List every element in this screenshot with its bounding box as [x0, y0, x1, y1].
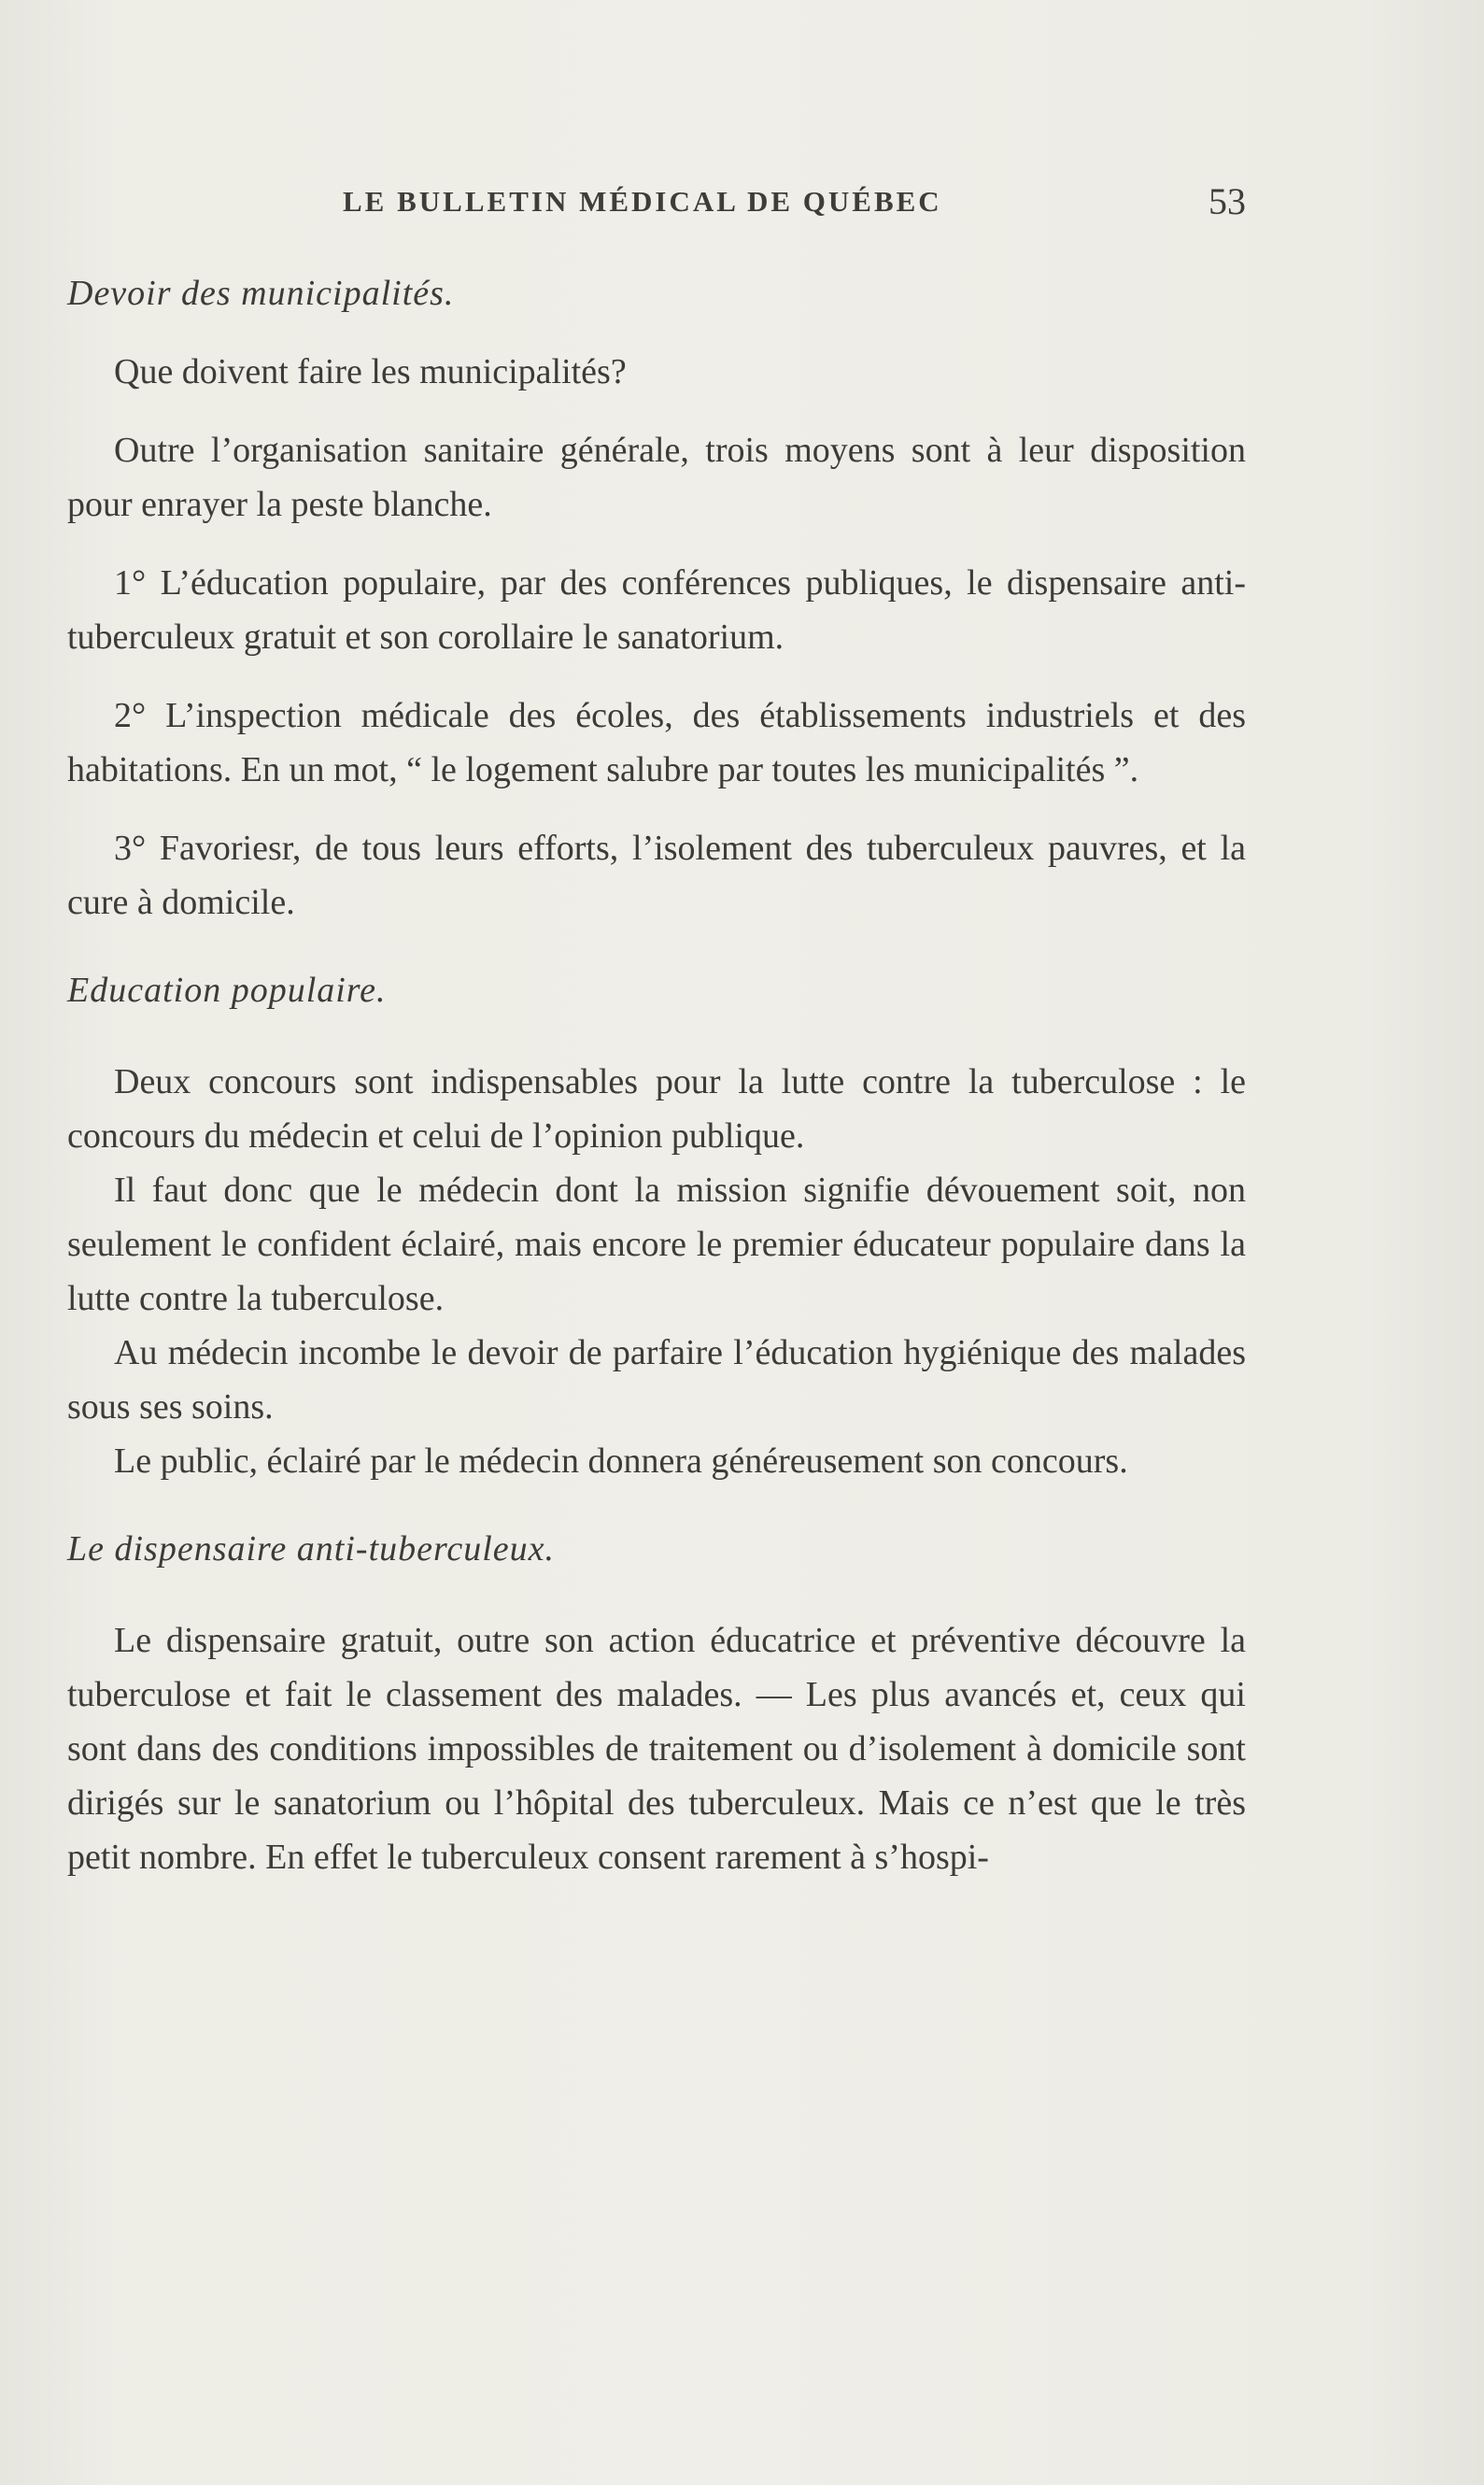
paragraph: 2° L’inspection médicale des écoles, des établissements industriels et des habitations. En un mot, “ le logement salubre par toutes les municipalités ”.	[67, 696, 1246, 789]
running-head	[67, 179, 1246, 235]
paragraph: Deux concours sont indispensables pour la lutte contre la tuberculose : le concours du médecin et celui de l’opinion publique.	[67, 1062, 1246, 1156]
paragraph: Outre l’organisation sanitaire générale, trois moyens sont à leur disposition pour enrayer la peste blanche.	[67, 431, 1246, 524]
paragraph: Au médecin incombe le devoir de parfaire l’éducation hygiénique des malades sous ses soins.	[67, 1333, 1246, 1427]
body-text	[67, 266, 1246, 1884]
section-heading-municipalities: Devoir des municipalités.	[67, 274, 455, 313]
page-number: 53	[1208, 180, 1246, 222]
paragraph: Le public, éclairé par le médecin donnera généreusement son concours.	[114, 1441, 1128, 1481]
paragraph: 1° L’éducation populaire, par des conférences publiques, le dispensaire anti-tuberculeux gratuit et son corollaire le sanatorium.	[67, 563, 1246, 657]
paragraph: Que doivent faire les municipalités?	[114, 352, 627, 391]
paragraph: Il faut donc que le médecin dont la mission signifie dévouement soit, non seulement le confident éclairé, mais encore le premier éducateur populaire dans la lutte contre la tuberculose.	[67, 1171, 1246, 1318]
paragraph: Le dispensaire gratuit, outre son action éducatrice et préventive découvre la tuberculose et fait le classement des malades. — Les plus avancés et, ceux qui sont dans des conditions impossibles de traitement ou d’isolement à domicile sont dirigés sur le sanatorium ou l’hôpital des tuberculeux. Mais ce n’est que le très petit nombre. En effet le tuberculeux consent rarement à s’hospi-	[67, 1621, 1246, 1877]
section-heading-education: Education populaire.	[67, 971, 387, 1010]
journal-title: LE BULLETIN MÉDICAL DE QUÉBEC	[343, 185, 942, 218]
paragraph: 3° Favoriesr, de tous leurs efforts, l’isolement des tuberculeux pauvres, et la cure à domicile.	[67, 829, 1246, 922]
section-heading-dispensary: Le dispensaire anti-tuberculeux.	[67, 1529, 556, 1569]
